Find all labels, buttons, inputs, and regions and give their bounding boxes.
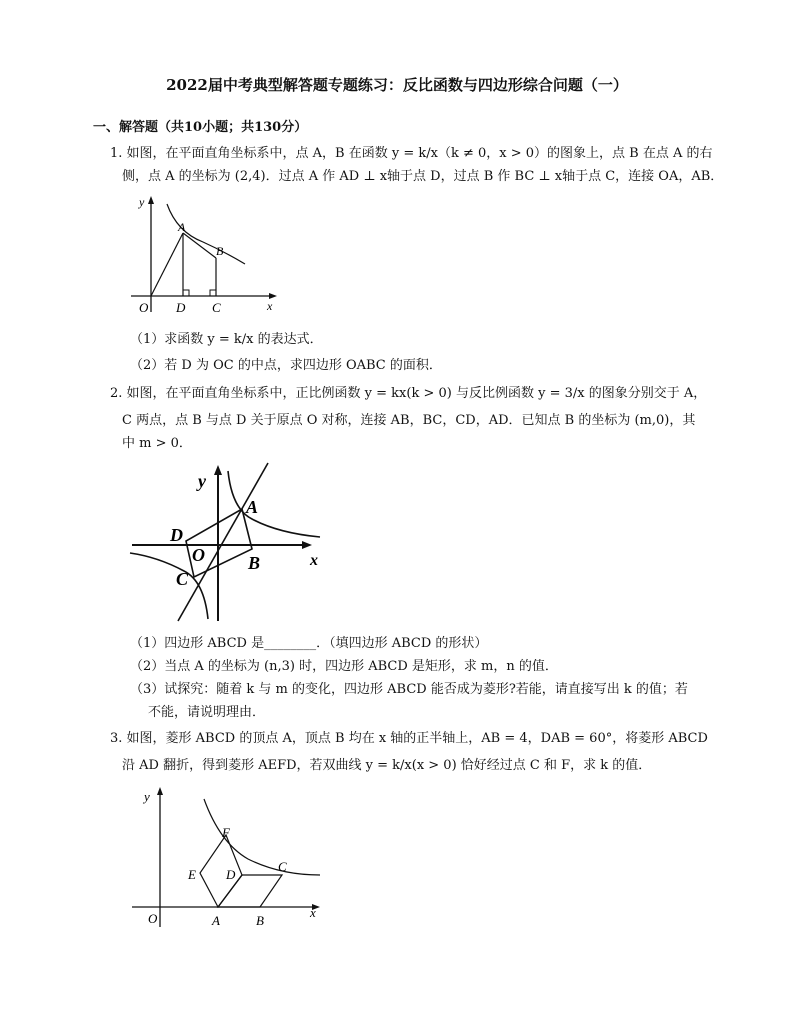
q2-y-arrow — [214, 465, 222, 475]
q3-label-O: O — [148, 911, 158, 926]
q3-label-F: F — [222, 825, 230, 840]
q2-text-line1: 2. 如图，在平面直角坐标系中，正比例函数 y = kx(k > 0) 与反比例函数 y = 3/x 的图象分别交于 A， — [110, 386, 707, 401]
q2-hyperbola-branch-1 — [228, 471, 320, 537]
q1-figure — [125, 192, 285, 320]
q1-label-y: y — [139, 195, 145, 209]
q3-label-C: C — [278, 859, 287, 874]
q2-label-B: B — [248, 553, 261, 573]
q3-text-line2: 沿 AD 翻折，得到菱形 AEFD，若双曲线 y = k/x(x > 0) 恰好经过点 C 和 F，求 k 的值． — [122, 758, 652, 773]
q1-label-B: B — [216, 244, 224, 258]
q2-subquestion-3a: （3）试探究：随着 k 与 m 的变化，四边形 ABCD 能否成为菱形?若能，请直接写出 k 的值；若 — [130, 682, 688, 697]
q1-hyperbola — [167, 204, 245, 264]
q3-rhombus-AEFD — [200, 835, 242, 907]
q1-label-x: x — [267, 299, 273, 313]
q1-segment-OA — [151, 233, 183, 296]
q3-label-E: E — [188, 867, 196, 882]
page-title: 2022届中考典型解答题专题练习：反比函数与四边形综合问题（一） — [166, 76, 628, 94]
q2-text-line2: C 两点，点 B 与点 D 关于原点 O 对称，连接 AB，BC，CD，AD．已知点 B 的坐标为 (m,0)，其 — [122, 413, 696, 428]
q2-subquestion-3b: 不能，请说明理由． — [148, 705, 266, 720]
q2-x-arrow — [302, 541, 312, 549]
q1-text-line2: 侧，点 A 的坐标为 (2,4)．过点 A 作 AD ⊥ x轴于点 D，过点 B 作 BC ⊥ x轴于点 C，连接 OA，AB． — [122, 169, 724, 184]
q2-label-D: D — [170, 525, 183, 545]
q2-label-C: C — [176, 569, 189, 589]
q1-right-angle-D — [183, 290, 189, 296]
q2-subquestion-2: （2）当点 A 的坐标为 (n,3) 时，四边形 ABCD 是矩形，求 m，n 的值． — [130, 659, 558, 674]
q2-subquestion-1: （1）四边形 ABCD 是________．（填四边形 ABCD 的形状） — [130, 636, 488, 651]
q2-figure — [128, 457, 328, 625]
q3-figure — [130, 783, 330, 933]
q1-y-arrow — [148, 196, 154, 204]
q2-label-A: A — [246, 497, 259, 517]
q3-label-y: y — [144, 789, 150, 804]
section-heading: 一、解答题（共10小题；共130分） — [93, 120, 308, 135]
q3-label-D: D — [226, 867, 236, 882]
q3-label-B: B — [256, 913, 264, 928]
q1-text-line1: 1. 如图，在平面直角坐标系中，点 A，B 在函数 y = k/x（k ≠ 0，x > 0）的图象上，点 B 在点 A 的右 — [110, 146, 713, 161]
q2-text-line3: 中 m > 0． — [122, 436, 192, 451]
q2-label-y: y — [198, 471, 206, 491]
q2-label-x: x — [310, 552, 318, 569]
q1-label-O: O — [139, 300, 149, 315]
q3-label-A: A — [212, 913, 220, 928]
q2-line-y-kx — [178, 463, 268, 621]
q2-label-O: O — [192, 545, 205, 565]
q3-text-line1: 3. 如图，菱形 ABCD 的顶点 A，顶点 B 均在 x 轴的正半轴上，AB = 4，DAB = 60°，将菱形 ABCD — [110, 731, 708, 746]
q1-label-D: D — [176, 300, 186, 315]
q1-label-A: A — [178, 220, 186, 234]
q1-label-C: C — [212, 300, 221, 315]
q1-subquestion-2: （2）若 D 为 OC 的中点，求四边形 OABC 的面积． — [130, 358, 442, 373]
q3-y-arrow — [157, 787, 163, 795]
q1-subquestion-1: （1）求函数 y = k/x 的表达式． — [130, 332, 323, 347]
q3-label-x: x — [310, 905, 316, 920]
q1-right-angle-C — [210, 290, 216, 296]
